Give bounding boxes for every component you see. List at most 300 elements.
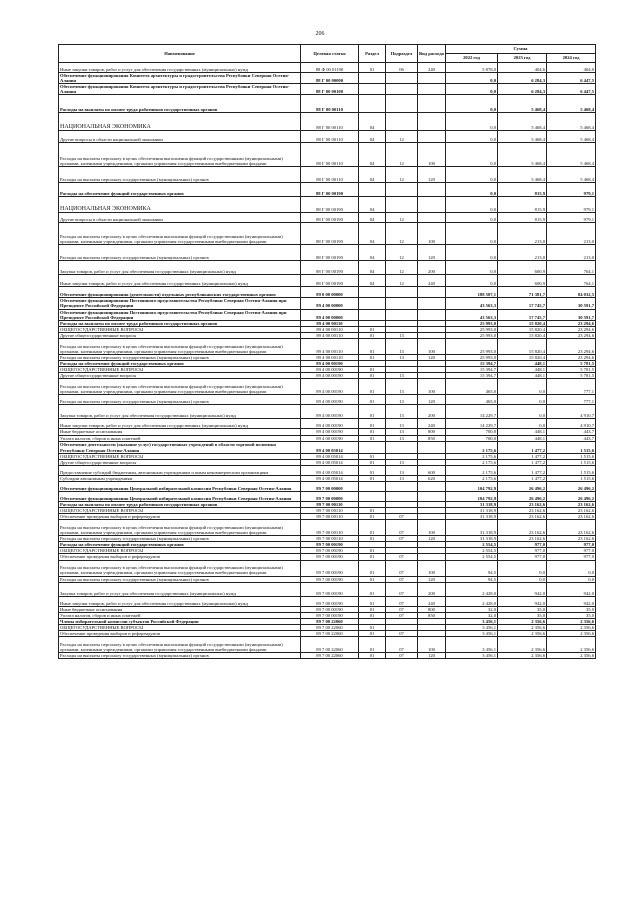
row-sum-2023: 942,0: [498, 582, 547, 596]
row-sum-2024: 6 447,5: [547, 84, 596, 95]
row-name: Обеспечение функционирования Постоянного представительства Республики Северная Осетия-Алания при Президенте Российской Федерации: [59, 309, 301, 320]
row-sum-2022: 3 456,1: [446, 618, 498, 624]
row-name: Расходы на выплаты персоналу государственных (муниципальных) органов: [59, 395, 301, 405]
row-target: 89 7 00 00110: [301, 514, 359, 520]
row-target: 89 4 00 00110: [301, 332, 359, 338]
row-name: ОБЩЕГОСУДАРСТВЕННЫЕ ВОПРОСЫ: [59, 367, 301, 373]
row-target: 88 Г 00 00000: [301, 73, 359, 84]
row-sum-2024: 5 468,4: [547, 131, 596, 143]
row-section: 01: [359, 465, 386, 475]
row-target: 88 Г 00 00110: [301, 131, 359, 143]
row-section: 01: [359, 367, 386, 373]
row-sum-2023: 5 468,4: [498, 113, 547, 131]
row-sum-2024: 23 162,6: [547, 507, 596, 513]
row-sum-2024: 1 515,6: [547, 453, 596, 459]
row-subsection: [386, 73, 418, 84]
row-target: 89 7 00 00000: [301, 491, 359, 501]
row-sum-2022: 700,0: [446, 429, 498, 435]
row-target: 89 7 00 00190: [301, 606, 359, 612]
table-row: [59, 379, 596, 395]
row-target: 88 Г 00 00190: [301, 245, 359, 261]
header-2022: 2022 год: [446, 54, 498, 63]
row-sum-2022: 15 394,7: [446, 367, 498, 373]
row-sum-2023: 1 477,2: [498, 475, 547, 481]
row-subsection: 07: [386, 554, 418, 560]
row-expense-type: 240: [418, 596, 446, 606]
row-name: ОБЩЕГОСУДАРСТВЕННЫЕ ВОПРОСЫ: [59, 453, 301, 459]
row-sum-2024: 23 294,6: [547, 320, 596, 326]
row-expense-type: [418, 84, 446, 95]
row-sum-2024: 977,0: [547, 548, 596, 554]
row-target: 89 4 00 00190: [301, 419, 359, 429]
row-name: Иные закупки товаров, работ и услуг для обеспечения государственных (муниципальных) нужд: [59, 596, 301, 606]
row-subsection: 13: [386, 465, 418, 475]
row-section: 01: [359, 653, 386, 659]
row-expense-type: 120: [418, 395, 446, 405]
row-section: 04: [359, 245, 386, 261]
row-expense-type: 800: [418, 606, 446, 612]
row-name: Обеспечение функционирования (деятельности) отдельных республиканских государственных органов: [59, 287, 301, 298]
row-subsection: 13: [386, 379, 418, 395]
row-expense-type: 850: [418, 435, 446, 441]
row-section: 01: [359, 536, 386, 542]
row-subsection: [386, 197, 418, 213]
table-row: [59, 520, 596, 536]
row-sum-2023: 1 477,2: [498, 459, 547, 465]
row-expense-type: [418, 298, 446, 309]
row-subsection: 07: [386, 576, 418, 582]
row-target: 89 7 00 00190: [301, 576, 359, 582]
row-name: ОБЩЕГОСУДАРСТВЕННЫЕ ВОПРОСЫ: [59, 548, 301, 554]
row-section: 01: [359, 637, 386, 653]
row-sum-2023: 0,0: [498, 576, 547, 582]
row-target: 89 4 00 00110: [301, 320, 359, 326]
row-sum-2023: 942,0: [498, 596, 547, 606]
row-name: Расходы на обеспечение функций государственных органов: [59, 183, 301, 197]
row-name: Расходы на обеспечение функций государственных органов: [59, 361, 301, 367]
table-row: [59, 405, 596, 419]
row-sum-2024: 23 162,6: [547, 514, 596, 520]
row-subsection: 13: [386, 419, 418, 429]
row-subsection: 12: [386, 223, 418, 245]
row-sum-2022: 465,0: [446, 379, 498, 395]
row-section: 04: [359, 223, 386, 245]
row-target: 89 4 00 05014: [301, 459, 359, 465]
row-name: Иные закупки товаров, работ и услуг для обеспечения государственных (муниципальных) нужд: [59, 419, 301, 429]
row-target: 89 4 00 00110: [301, 355, 359, 361]
row-section: 01: [359, 355, 386, 361]
table-row: [59, 84, 596, 95]
row-sum-2023: 1 477,2: [498, 441, 547, 453]
row-target: 89 7 00 00190: [301, 560, 359, 576]
row-sum-2022: 25 993,0: [446, 355, 498, 361]
row-sum-2023: 2 356,6: [498, 631, 547, 637]
table-row: [59, 419, 596, 429]
row-target: 89 7 00 00110: [301, 520, 359, 536]
row-expense-type: 120: [418, 167, 446, 183]
row-sum-2023: 977,0: [498, 548, 547, 554]
row-target: 89 7 00 00000: [301, 481, 359, 491]
row-subsection: 12: [386, 167, 418, 183]
row-section: 01: [359, 596, 386, 606]
row-sum-2022: 3 456,1: [446, 624, 498, 630]
table-row: [59, 560, 596, 576]
row-sum-2022: 0,0: [446, 167, 498, 183]
row-subsection: 12: [386, 213, 418, 223]
row-sum-2024: 213,0: [547, 223, 596, 245]
row-name: Обеспечение функционирования Комитета архитектуры и градостроительства Республики Северная Осетия-Алания: [59, 84, 301, 95]
row-target: 89 4 00 05014: [301, 475, 359, 481]
row-expense-type: 200: [418, 405, 446, 419]
row-name: Иные бюджетные ассигнования: [59, 606, 301, 612]
table-row: [59, 582, 596, 596]
row-section: [359, 84, 386, 95]
row-subsection: 07: [386, 606, 418, 612]
row-section: 01: [359, 429, 386, 435]
row-target: 89 4 00 00190: [301, 435, 359, 441]
row-target: 89 4 00 00190: [301, 429, 359, 435]
row-sum-2024: 23 294,6: [547, 326, 596, 332]
row-sum-2022: 0,0: [446, 275, 498, 287]
header-subsection: Подраздел: [386, 45, 418, 63]
row-name: НАЦИОНАЛЬНАЯ ЭКОНОМИКА: [59, 113, 301, 131]
row-section: 01: [359, 419, 386, 429]
row-sum-2022: 700,0: [446, 435, 498, 441]
row-sum-2023: 23 162,6: [498, 514, 547, 520]
row-expense-type: 100: [418, 223, 446, 245]
row-sum-2022: 15 394,7: [446, 373, 498, 379]
row-sum-2022: 31 318,9: [446, 514, 498, 520]
table-row: [59, 491, 596, 501]
row-subsection: [386, 183, 418, 197]
row-subsection: [386, 298, 418, 309]
row-sum-2022: 14 229,7: [446, 419, 498, 429]
row-subsection: 12: [386, 131, 418, 143]
row-sum-2024: 0,0: [547, 560, 596, 576]
row-sum-2024: 1 515,6: [547, 475, 596, 481]
row-subsection: 13: [386, 373, 418, 379]
row-section: 04: [359, 275, 386, 287]
row-sum-2024: 4 910,7: [547, 405, 596, 419]
table-row: [59, 441, 596, 453]
row-target: 88 Г 00 00110: [301, 143, 359, 167]
row-sum-2024: 0,0: [547, 576, 596, 582]
row-target: 89 7 00 22060: [301, 637, 359, 653]
row-name: Другие общегосударственные вопросы: [59, 373, 301, 379]
row-sum-2023: 23 162,6: [498, 536, 547, 542]
row-sum-2023: 5 468,4: [498, 131, 547, 143]
row-target: 89 7 00 00110: [301, 501, 359, 507]
row-target: 89 4 00 00000: [301, 309, 359, 320]
row-name: Расходы на выплаты персоналу в целях обеспечения выполнения функций государственными (муниципальными) органами, казенными учреждениями, органами управления государственными внебюджетными фондами: [59, 379, 301, 395]
row-sum-2022: 0,0: [446, 143, 498, 167]
row-section: [359, 298, 386, 309]
row-sum-2023: 448,1: [498, 429, 547, 435]
row-name: Расходы на выплаты персоналу в целях обеспечения выполнения функций государственными (муниципальными) органами, казенными учреждениями, органами управления государственными внебюджетными фондами: [59, 223, 301, 245]
table-row: [59, 95, 596, 113]
row-section: [359, 309, 386, 320]
row-section: 01: [359, 435, 386, 441]
row-subsection: [386, 481, 418, 491]
row-expense-type: [418, 309, 446, 320]
row-target: 88 Г 00 00110: [301, 113, 359, 131]
row-subsection: [386, 84, 418, 95]
row-section: 04: [359, 131, 386, 143]
budget-table: [58, 44, 596, 659]
row-sum-2022: 0,0: [446, 183, 498, 197]
table-header: [59, 45, 596, 63]
row-sum-2024: 942,0: [547, 582, 596, 596]
row-section: 01: [359, 612, 386, 618]
row-expense-type: 200: [418, 582, 446, 596]
row-sum-2023: 448,1: [498, 361, 547, 367]
row-sum-2023: 17 745,7: [498, 298, 547, 309]
row-sum-2023: 0,0: [498, 560, 547, 576]
row-target: 88 Г 00 00190: [301, 197, 359, 213]
row-sum-2023: 6 284,3: [498, 84, 547, 95]
row-subsection: 12: [386, 143, 418, 167]
row-sum-2022: 43 563,3: [446, 298, 498, 309]
row-name: Расходы на выплаты персоналу в целях обеспечения выполнения функций государственными (муниципальными) органами, казенными учреждениями, органами управления государственными внебюджетными фондами: [59, 339, 301, 355]
row-target: 89 4 00 00190: [301, 361, 359, 367]
row-subsection: 13: [386, 339, 418, 355]
row-sum-2024: 2 356,6: [547, 618, 596, 624]
row-section: [359, 481, 386, 491]
row-target: 89 4 00 00000: [301, 298, 359, 309]
row-target: 88 Г 00 00100: [301, 84, 359, 95]
row-sum-2023: 815,9: [498, 183, 547, 197]
row-target: 89 0 00 00000: [301, 287, 359, 298]
row-sum-2024: 2 356,6: [547, 624, 596, 630]
row-sum-2023: 0,0: [498, 379, 547, 395]
row-name: Уплата налогов, сборов и иных платежей: [59, 612, 301, 618]
table-row: [59, 395, 596, 405]
row-name: Обеспечение проведения выборов и референдумов: [59, 631, 301, 637]
row-sum-2023: 17 745,7: [498, 309, 547, 320]
row-sum-2023: 5 468,4: [498, 95, 547, 113]
row-subsection: 07: [386, 520, 418, 536]
row-sum-2022: 0,0: [446, 245, 498, 261]
row-target: 88 Г 00 00190: [301, 213, 359, 223]
row-sum-2022: 3 456,1: [446, 637, 498, 653]
row-target: 89 4 00 00190: [301, 367, 359, 373]
row-sum-2022: 32,0: [446, 606, 498, 612]
row-name: Обеспечение проведения выборов и референдумов: [59, 514, 301, 520]
row-section: 01: [359, 631, 386, 637]
row-sum-2022: 2 554,5: [446, 542, 498, 548]
row-sum-2023: 2 356,6: [498, 653, 547, 659]
row-section: 01: [359, 339, 386, 355]
row-name: Субсидии автономным учреждениям: [59, 475, 301, 481]
row-section: 01: [359, 326, 386, 332]
row-subsection: [386, 113, 418, 131]
row-sum-2024: 5 781,5: [547, 373, 596, 379]
row-sum-2023: 977,0: [498, 554, 547, 560]
row-sum-2022: 2 175,6: [446, 441, 498, 453]
row-target: 88 Г 00 00110: [301, 167, 359, 183]
row-expense-type: 100: [418, 379, 446, 395]
row-name: Расходы на выплаты персоналу государственных (муниципальных) органов: [59, 245, 301, 261]
row-sum-2022: 2 175,6: [446, 453, 498, 459]
table-row: [59, 63, 596, 73]
page-number: 206: [315, 31, 325, 37]
row-subsection: 07: [386, 514, 418, 520]
row-name: Расходы на выплаты персоналу в целях обеспечения выполнения функций государственными (муниципальными) органами, казенными учреждениями, органами управления государственными внебюджетными фондами: [59, 560, 301, 576]
row-sum-2023: 448,1: [498, 435, 547, 441]
row-sum-2024: 26 496,2: [547, 481, 596, 491]
row-name: Расходы на выплаты персоналу государственных (муниципальных) органов: [59, 653, 301, 659]
row-name: Члены избирательной комиссии субъектов Российской Федерации: [59, 618, 301, 624]
row-expense-type: [418, 183, 446, 197]
row-target: 89 4 00 00110: [301, 339, 359, 355]
row-name: Расходы на обеспечение функций государственных органов: [59, 542, 301, 548]
row-sum-2022: 0,0: [446, 84, 498, 95]
row-name: Закупка товаров, работ и услуг для обеспечения государственных (муниципальных) нужд: [59, 405, 301, 419]
row-name: Расходы на выплаты персоналу в целях обеспечения выполнения функций государственными (муниципальными) органами, казенными учреждениями, органами управления государственными внебюджетными фондами: [59, 143, 301, 167]
row-target: 88 Г 00 00190: [301, 261, 359, 275]
row-section: 01: [359, 395, 386, 405]
row-name: ОБЩЕГОСУДАРСТВЕННЫЕ ВОПРОСЫ: [59, 326, 301, 332]
row-sum-2024: 23 162,6: [547, 520, 596, 536]
row-sum-2023: 0,0: [498, 405, 547, 419]
row-section: 04: [359, 197, 386, 213]
row-sum-2022: 25 993,0: [446, 326, 498, 332]
row-section: 01: [359, 453, 386, 459]
row-subsection: [386, 441, 418, 453]
row-sum-2024: 979,1: [547, 213, 596, 223]
row-subsection: 13: [386, 435, 418, 441]
row-sum-2022: 31 318,9: [446, 520, 498, 536]
row-name: НАЦИОНАЛЬНАЯ ЭКОНОМИКА: [59, 197, 301, 213]
row-name: Расходы на выплаты по оплате труда работников государственных органов: [59, 501, 301, 507]
header-target: Целевая статья: [301, 45, 359, 63]
row-section: 01: [359, 507, 386, 513]
row-sum-2023: 0,0: [498, 419, 547, 429]
row-sum-2022: 43 563,3: [446, 309, 498, 320]
row-sum-2023: 23 162,6: [498, 507, 547, 513]
row-sum-2024: 2 356,6: [547, 637, 596, 653]
row-sum-2022: 2 428,0: [446, 582, 498, 596]
row-sum-2022: 25 993,0: [446, 320, 498, 326]
row-sum-2022: 25 993,0: [446, 339, 498, 355]
row-sum-2024: 84 032,5: [547, 287, 596, 298]
row-target: 89 7 00 00110: [301, 507, 359, 513]
row-sum-2022: 5 878,0: [446, 63, 498, 73]
row-expense-type: 100: [418, 560, 446, 576]
row-sum-2024: 404,0: [547, 63, 596, 73]
row-expense-type: [418, 287, 446, 298]
row-expense-type: 120: [418, 245, 446, 261]
row-name: ОБЩЕГОСУДАРСТВЕННЫЕ ВОПРОСЫ: [59, 624, 301, 630]
table-row: [59, 73, 596, 84]
row-target: 89 4 00 05014: [301, 453, 359, 459]
row-expense-type: 240: [418, 275, 446, 287]
row-name: Обеспечение проведения выборов и референдумов: [59, 554, 301, 560]
row-sum-2024: 23 294,6: [547, 339, 596, 355]
row-sum-2024: 5 468,4: [547, 95, 596, 113]
row-section: 01: [359, 520, 386, 536]
row-sum-2022: 0,0: [446, 131, 498, 143]
row-sum-2023: 1 477,2: [498, 465, 547, 475]
row-subsection: [386, 287, 418, 298]
row-sum-2022: 31 318,9: [446, 536, 498, 542]
row-section: [359, 441, 386, 453]
row-sum-2023: 71 381,7: [498, 287, 547, 298]
table-row: [59, 339, 596, 355]
row-target: 89 7 00 00190: [301, 548, 359, 554]
row-subsection: 13: [386, 332, 418, 338]
row-section: 01: [359, 560, 386, 576]
row-sum-2024: 5 468,4: [547, 113, 596, 131]
table-row: [59, 245, 596, 261]
row-sum-2024: 1 515,6: [547, 459, 596, 465]
row-target: 89 4 00 00190: [301, 395, 359, 405]
row-sum-2024: 1 515,6: [547, 465, 596, 475]
row-target: 89 7 00 22060: [301, 624, 359, 630]
row-subsection: [386, 95, 418, 113]
row-sum-2024: 979,1: [547, 183, 596, 197]
row-sum-2022: 465,0: [446, 395, 498, 405]
row-target: 89 4 00 05014: [301, 441, 359, 453]
row-subsection: 13: [386, 395, 418, 405]
header-section: Раздел: [359, 45, 386, 63]
row-sum-2022: 0,0: [446, 213, 498, 223]
row-name: Обеспечение функционирования Центральной избирательной комиссии Республики Северная Осетия-Алания: [59, 491, 301, 501]
row-target: 89 7 00 22060: [301, 631, 359, 637]
row-name: Иные закупки товаров, работ и услуг для обеспечения государственных (муниципальных) нужд: [59, 63, 301, 73]
row-sum-2023: 15 820,4: [498, 326, 547, 332]
row-section: [359, 491, 386, 501]
row-section: 01: [359, 373, 386, 379]
row-subsection: 07: [386, 560, 418, 576]
table-row: [59, 287, 596, 298]
row-target: 89 7 00 00190: [301, 542, 359, 548]
row-expense-type: [418, 131, 446, 143]
row-subsection: [386, 309, 418, 320]
row-section: 01: [359, 554, 386, 560]
row-expense-type: [418, 73, 446, 84]
row-sum-2024: 23 162,6: [547, 501, 596, 507]
row-sum-2023: 448,1: [498, 373, 547, 379]
row-sum-2022: 32,0: [446, 612, 498, 618]
row-sum-2022: 0,0: [446, 261, 498, 275]
row-sum-2024: 942,0: [547, 596, 596, 606]
table-row: [59, 167, 596, 183]
row-sum-2024: 6 447,5: [547, 73, 596, 84]
row-sum-2023: 6 284,3: [498, 73, 547, 84]
row-sum-2024: 764,1: [547, 261, 596, 275]
row-target: 89 4 00 05014: [301, 465, 359, 475]
row-expense-type: [418, 197, 446, 213]
row-sum-2022: 94,5: [446, 560, 498, 576]
row-name: Обеспечение деятельности (оказание услуг) государственных учреждений в области торговой политики Республики Северная Осетия-Алания: [59, 441, 301, 453]
table-row: [59, 481, 596, 491]
row-target: 89 7 00 00110: [301, 536, 359, 542]
row-subsection: 07: [386, 653, 418, 659]
row-sum-2023: 15 820,4: [498, 332, 547, 338]
table-row: [59, 275, 596, 287]
row-sum-2024: 777,1: [547, 379, 596, 395]
row-name: Расходы на выплаты персоналу в целях обеспечения выполнения функций государственными (муниципальными) органами, казенными учреждениями, органами управления государственными внебюджетными фондами: [59, 637, 301, 653]
row-sum-2022: 0,0: [446, 197, 498, 213]
row-name: Иные бюджетные ассигнования: [59, 429, 301, 435]
row-target: 88 Ф 00 01190: [301, 63, 359, 73]
row-section: [359, 183, 386, 197]
row-expense-type: [418, 491, 446, 501]
row-sum-2024: 35,0: [547, 606, 596, 612]
row-section: 01: [359, 624, 386, 630]
table-row: [59, 213, 596, 223]
